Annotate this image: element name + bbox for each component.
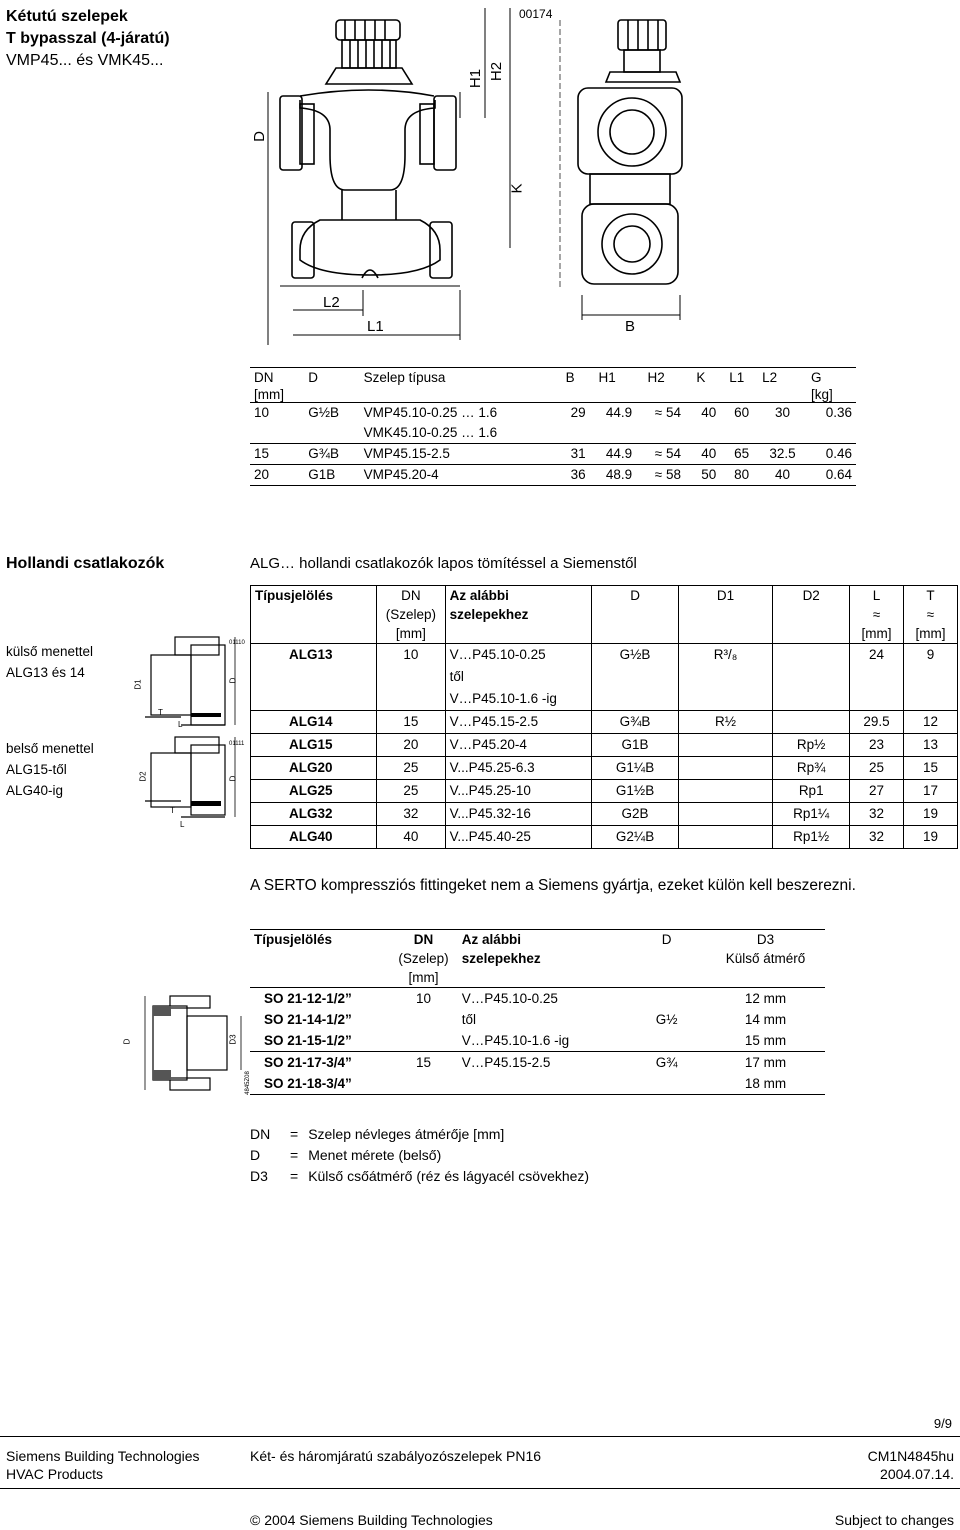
serto-label-d: D	[122, 1038, 132, 1045]
serto-code: 4845Z08	[244, 1071, 251, 1095]
table-row: ALG20 25 V...P45.25-6.3 G1¼B Rp¾ 25 15	[251, 757, 958, 780]
legend-item: D = Menet mérete (belső)	[250, 1147, 442, 1163]
serto-label-d3: D3	[228, 1034, 238, 1045]
table-row: ALG14 15 V…P45.15-2.5 G¾B R½ 29.5 12	[251, 711, 958, 734]
table-row: 10 G½B VMP45.10-0.25 … 1.6 VMK45.10-0.25 … 1.6 29 44.9 ≈ 54 40 60 30 0.36	[254, 405, 852, 440]
page-number: 9/9	[933, 1416, 952, 1431]
fit-label-l-2: L	[180, 820, 185, 829]
legend-item: DN = Szelep névleges átmérője [mm]	[250, 1126, 505, 1142]
fit-code-2: 01111	[229, 741, 245, 747]
label-D: D	[250, 131, 268, 142]
table-row: ALG15 20 V…P45.20-4 G1B Rp½ 23 13	[251, 734, 958, 757]
serto-note: A SERTO kompressziós fittingeket nem a Siemens gyártja, ezeket külön kell beszerezni.	[250, 877, 856, 894]
alg-heading: ALG… hollandi csatlakozók lapos tömítéssel a Siemenstől	[250, 555, 637, 572]
table-row: ALG40 40 V...P45.40-25 G2¼B Rp1½ 32 19	[251, 826, 958, 849]
fit-label-l: L	[178, 720, 183, 729]
title-line-3: VMP45... és VMK45...	[6, 52, 164, 69]
table-row: ALG32 32 V...P45.32-16 G2B Rp1¼ 32 19	[251, 803, 958, 826]
table-row: ALG25 25 V...P45.25-10 G1½B Rp1 27 17	[251, 780, 958, 803]
alg-table	[250, 585, 958, 849]
table-header-row: Típusjelölés DN (Szelep) [mm] Az alábbi szelepekhez D D1 D2 L ≈ [mm] T ≈ [mm]	[251, 586, 958, 644]
side-label-internal: belső menettel ALG15-től ALG40-ig	[6, 741, 94, 798]
valve-drawing	[0, 0, 960, 345]
footer-subject: Subject to changes	[834, 1512, 954, 1528]
title-line-1: Kétutú szelepek	[6, 8, 128, 25]
label-H2: H2	[488, 61, 506, 82]
drawing-number: 00174	[519, 7, 553, 21]
footer-division: HVAC Products	[6, 1466, 103, 1482]
section-title: Hollandi csatlakozók	[6, 555, 165, 572]
label-L1: L1	[367, 318, 384, 335]
serto-fitting-drawing	[125, 990, 255, 1100]
footer-rule-2	[0, 1488, 960, 1489]
table-row: SO 21-17-3/4” 15 V…P45.15-2.5 G¾ 17 mm	[250, 1052, 825, 1074]
fit-label-d-2: D	[228, 775, 238, 782]
title-line-2: T bypasszal (4-járatú)	[6, 30, 170, 47]
dimension-table	[250, 367, 856, 486]
label-H1: H1	[467, 68, 485, 89]
legend-item: D3 = Külső csőátmérő (réz és lágyacél csövekhez)	[250, 1168, 590, 1184]
fit-label-t-2: T	[170, 806, 175, 815]
table-row: SO 21-18-3/4” 18 mm	[264, 1076, 787, 1091]
table-row: SO 21-12-1/2” 10 V…P45.10-0.25 12 mm	[264, 991, 787, 1006]
table-row: SO 21-14-1/2” től G½ 14 mm	[264, 1012, 787, 1027]
table-row: 20 G1B VMP45.20-4 36 48.9 ≈ 58 50 80 40 0.64	[250, 465, 856, 486]
table-header-row: Típusjelölés DN (Szelep) [mm] Az alábbi szelepekhez D D3 Külső átmérő	[250, 930, 825, 988]
table-unit-row: [mm] [kg]	[250, 385, 856, 403]
table-row: 15 G¾B VMP45.15-2.5 31 44.9 ≈ 54 40 65 32.5 0.46	[250, 444, 856, 465]
table-row: SO 21-15-1/2” V…P45.10-1.6 -ig 15 mm	[264, 1033, 787, 1048]
serto-table	[250, 929, 825, 1095]
label-K: K	[508, 183, 526, 194]
fit-label-t: T	[158, 708, 163, 717]
label-L2: L2	[323, 294, 340, 311]
label-B: B	[625, 318, 636, 335]
footer-doc-code: CM1N4845hu	[867, 1448, 954, 1464]
table-row: ALG13 10 V…P45.10-0.25 től V…P45.10-1.6 -ig G½B R³/₈ 24 9	[251, 644, 958, 711]
fit-label-d: D	[228, 677, 238, 684]
legend	[250, 1124, 599, 1187]
fit-label-d2: D2	[138, 771, 148, 782]
footer-copyright: © 2004 Siemens Building Technologies	[250, 1512, 493, 1528]
table-header-row: DN D Szelep típusa B H1 H2 K L1 L2 G	[254, 370, 822, 385]
fit-label-d1: D1	[133, 679, 143, 690]
fit-code-1: 01110	[229, 640, 245, 646]
footer-doc-title: Két- és háromjáratú szabályozószelepek PN16	[250, 1448, 542, 1464]
footer-rule	[0, 1436, 960, 1437]
side-label-external: külső menettel ALG13 és 14	[6, 644, 94, 680]
footer-date: 2004.07.14.	[880, 1466, 954, 1482]
alg-fitting-drawing	[125, 625, 245, 835]
footer-company: Siemens Building Technologies	[6, 1448, 200, 1464]
